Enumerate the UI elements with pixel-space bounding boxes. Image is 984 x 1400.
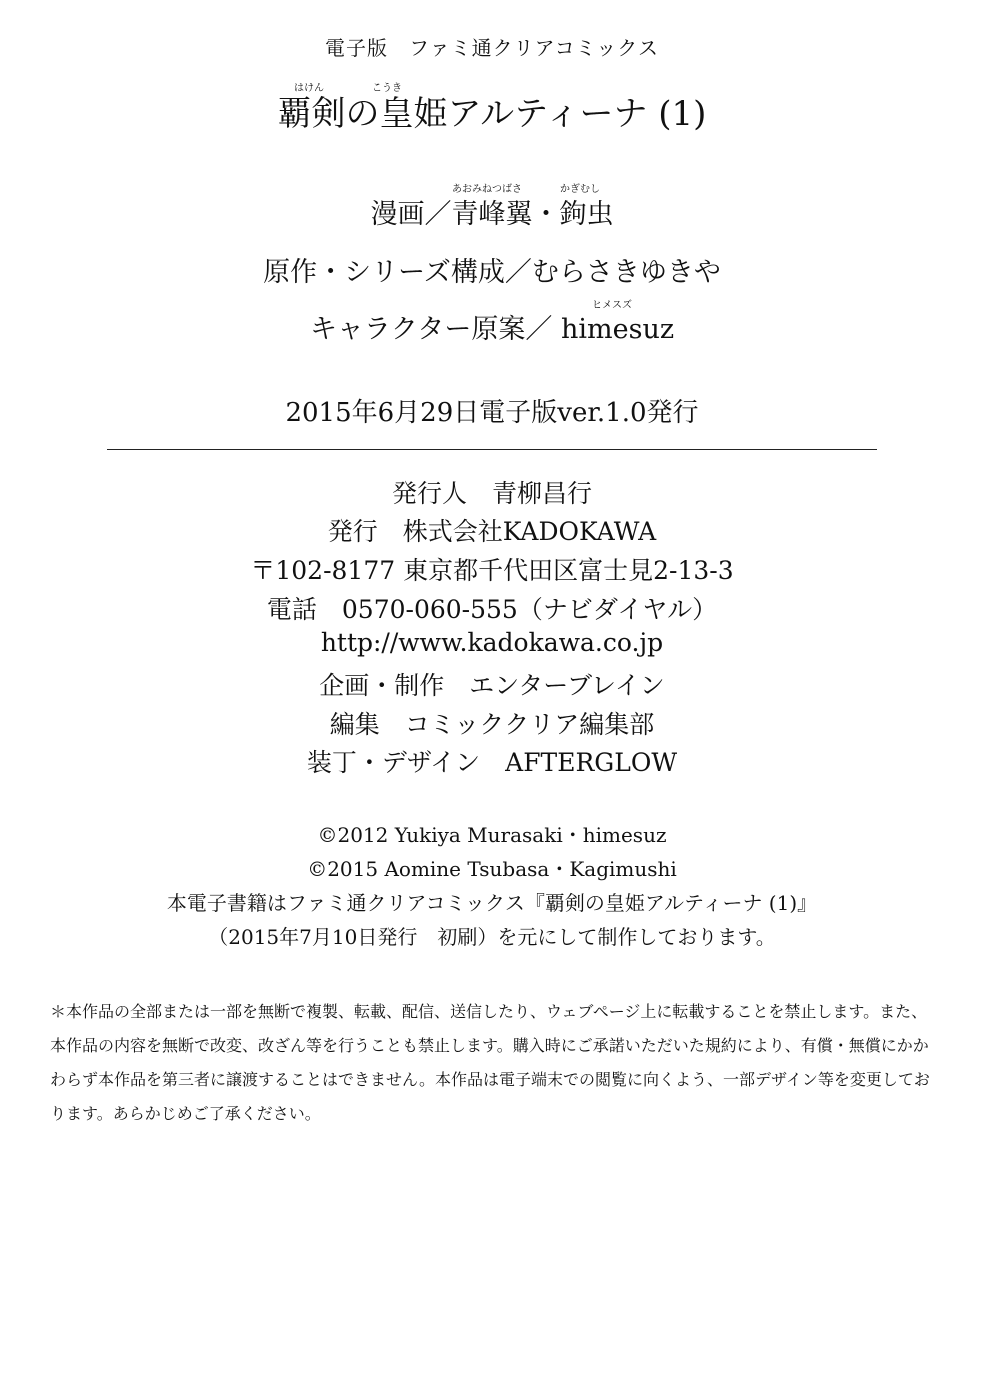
publisher-phone: 電話 0570-060-555（ナビダイヤル）: [266, 595, 718, 624]
title-ruby-kouki: こうき: [372, 83, 402, 94]
publisher-url: http://www.kadokawa.co.jp: [320, 628, 664, 657]
edition-note: 本電子書籍はファミ通クリアコミックス『覇剣の皇姫アルティーナ (1)』: [166, 891, 818, 915]
publisher-line: 装丁・デザイン AFTERGLOW: [306, 748, 678, 777]
publisher-line: 発行人 青柳昌行: [391, 479, 592, 508]
ruby-himesuz: ヒメスズ: [592, 300, 632, 311]
credit-character: キャラクター原案／ himesuz: [309, 314, 675, 345]
publisher-line: 編集 コミッククリア編集部: [329, 710, 655, 739]
title-ruby-haken: はけん: [294, 83, 324, 94]
legal-notice: ＊本作品の全部または一部を無断で複製、転載、配信、送信したり、ウェブページ上に転載することを禁止します。また、本作品の内容を無断で改変、改ざん等を行うことも禁止します。購入時にご承諾いただいた規約により、有償・無償にかかわらず本作品を第三者に譲渡することはできません。本作品は電子端末での閲覧に向くよう、一部デザイン等を変更しております。あらかじめご了承ください。: [50, 1002, 930, 1123]
publisher-address: 〒102-8177 東京都千代田区富士見2-13-3: [250, 556, 734, 585]
book-title: 覇剣の皇姫アルティーナ (1): [277, 94, 707, 134]
series-line: 電子版 ファミ通クリアコミックス: [325, 36, 659, 60]
publisher-line: 企画・制作 エンターブレイン: [319, 671, 665, 700]
ruby-aomine: あおみねつばさ: [452, 184, 522, 195]
copyright-line: ©2015 Aomine Tsubasa・Kagimushi: [307, 857, 677, 881]
credit-original: 原作・シリーズ構成／むらさきゆきや: [263, 257, 721, 288]
edition-note: （2015年7月10日発行 初刷）を元にして制作しております。: [208, 925, 776, 949]
ruby-kagimushi: かぎむし: [560, 184, 600, 195]
credit-manga: 漫画／青峰翼・鉤虫: [370, 199, 614, 230]
copyright-line: ©2012 Yukiya Murasaki・himesuz: [317, 823, 667, 847]
release-date: 2015年6月29日電子版ver.1.0発行: [285, 398, 699, 428]
divider: [107, 449, 877, 450]
publisher-line: 発行 株式会社KADOKAWA: [327, 517, 657, 546]
